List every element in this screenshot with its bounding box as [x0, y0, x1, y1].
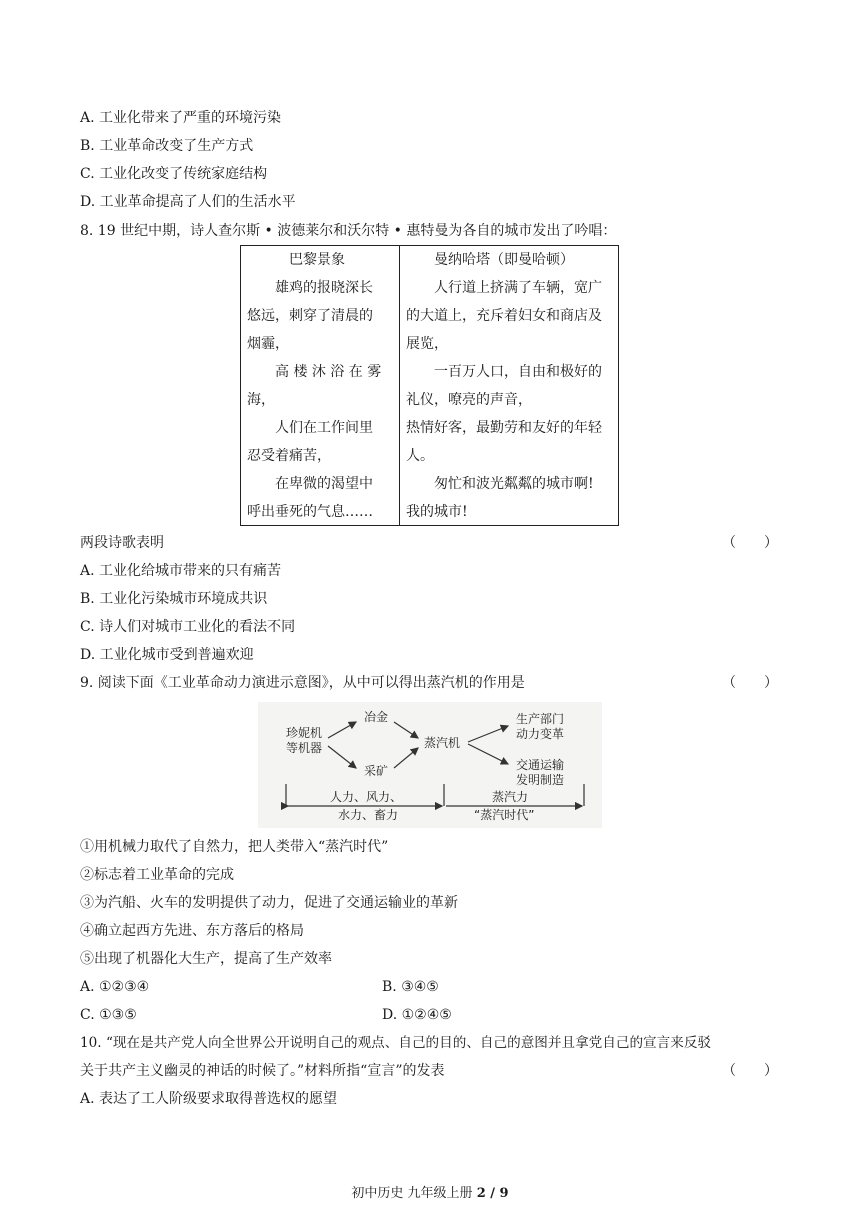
node-jenny: 珍妮机 [286, 726, 323, 740]
q7-option-a: A. 工业化带来了严重的环境污染 [80, 110, 282, 126]
q8-answer-blank[interactable]: （ ） [722, 535, 778, 551]
q9-item-4: ④确立起西方先进、东方落后的格局 [80, 923, 304, 939]
page-footer [0, 1182, 860, 1201]
poem-line: 人们在工作间里 [247, 420, 373, 436]
page-number: 2 / 9 [476, 1186, 509, 1201]
table-divider [399, 246, 400, 525]
label-steam-power: 蒸汽力 [492, 790, 529, 804]
poem-line: 海， [247, 392, 275, 408]
node-production: 生产部门 [516, 712, 565, 726]
q8-stem: 8. 19 世纪中期，诗人查尔斯 • 波德莱尔和沃尔特 • 惠特曼为各自的城市发出了吟唱： [80, 223, 617, 239]
node-production-2: 动力变革 [516, 727, 565, 741]
q8-option-b: B. 工业化污染城市环境成共识 [80, 591, 268, 607]
q9-item-3: ③为汽船、火车的发明提供了动力，促进了交通运输业的革新 [80, 895, 458, 911]
node-metallurgy: 冶金 [364, 710, 389, 724]
poem-line: 热情好客，最勤劳和友好的年轻 [406, 420, 602, 436]
q8-option-d: D. 工业化城市受到普遍欢迎 [80, 647, 254, 663]
q9-option-c: C. ①③⑤ [80, 1007, 137, 1023]
poem-line: 呼出垂死的气息…… [247, 504, 373, 520]
steam-power-diagram [258, 702, 602, 828]
poem-line: 的大道上，充斥着妇女和商店及 [406, 308, 602, 324]
q9-item-1: ①用机械力取代了自然力，把人类带入“蒸汽时代” [80, 839, 389, 855]
q8-option-a: A. 工业化给城市带来的只有痛苦 [80, 563, 282, 579]
label-steam-age: “蒸汽时代” [474, 808, 535, 822]
poem-line: 雄鸡的报晓深长 [247, 280, 373, 296]
q9-answer-blank[interactable]: （ ） [722, 675, 778, 691]
poem-line: 在卑微的渴望中 [247, 476, 373, 492]
q9-item-5: ⑤出现了机器化大生产，提高了生产效率 [80, 951, 332, 967]
poem-line: 展览， [406, 336, 448, 352]
q10-option-a: A. 表达了工人阶级要求取得普选权的愿望 [80, 1091, 338, 1107]
label-natural-power-2: 水力、畜力 [338, 808, 399, 822]
node-transport: 交通运输 [516, 758, 565, 772]
footer-title: 初中历史 九年级上册 [351, 1186, 477, 1201]
poem-line: 匆忙和波光粼粼的城市啊! [406, 476, 594, 492]
node-jenny-2: 等机器 [286, 741, 323, 755]
q9-option-a: A. ①②③④ [80, 979, 150, 995]
q9-stem: 9. 阅读下面《工业革命动力演进示意图》，从中可以得出蒸汽机的作用是 [80, 675, 525, 691]
q8-option-c: C. 诗人们对城市工业化的看法不同 [80, 619, 296, 635]
poem-line: 一百万人口，自由和极好的 [406, 364, 602, 380]
q10-stem-line1: 10. “现在是共产党人向全世界公开说明自己的观点、自己的目的、自己的意图并且拿党自己的宣言来反驳 [80, 1035, 712, 1051]
q9-item-2: ②标志着工业革命的完成 [80, 867, 234, 883]
node-mining: 采矿 [364, 764, 389, 778]
node-steam-engine: 蒸汽机 [424, 736, 461, 750]
poem-line: 烟霾， [247, 336, 289, 352]
poem-table [240, 245, 619, 526]
label-natural-power: 人力、风力、 [330, 790, 403, 804]
q9-option-d: D. ①②④⑤ [382, 1007, 452, 1023]
poem-line: 我的城市! [406, 504, 468, 520]
q8-prompt: 两段诗歌表明 [80, 535, 164, 551]
poem-title-paris: 巴黎景象 [289, 252, 345, 268]
q10-stem-line2: 关于共产主义幽灵的神话的时候了。”材料所指“宣言”的发表 [80, 1063, 445, 1079]
poem-line: 人。 [406, 448, 434, 464]
poem-line: 忍受着痛苦， [247, 448, 331, 464]
q7-option-b: B. 工业革命改变了生产方式 [80, 138, 254, 154]
poem-manhattan-text [406, 274, 614, 526]
poem-paris-text [247, 274, 395, 526]
poem-line: 礼仪，嘹亮的声音， [406, 392, 532, 408]
q7-option-c: C. 工业化改变了传统家庭结构 [80, 166, 268, 182]
poem-line: 悠远，刺穿了清晨的 [247, 308, 373, 324]
poem-title-manhattan: 曼纳哈塔（即曼哈顿） [434, 252, 574, 268]
node-transport-2: 发明制造 [516, 773, 565, 787]
poem-line: 人行道上挤满了车辆，宽广 [406, 280, 602, 296]
q9-option-b: B. ③④⑤ [382, 979, 439, 995]
poem-line: 高 楼 沐 浴 在 雾 [247, 364, 382, 380]
q10-answer-blank[interactable]: （ ） [722, 1063, 778, 1079]
q7-option-d: D. 工业革命提高了人们的生活水平 [80, 194, 296, 210]
